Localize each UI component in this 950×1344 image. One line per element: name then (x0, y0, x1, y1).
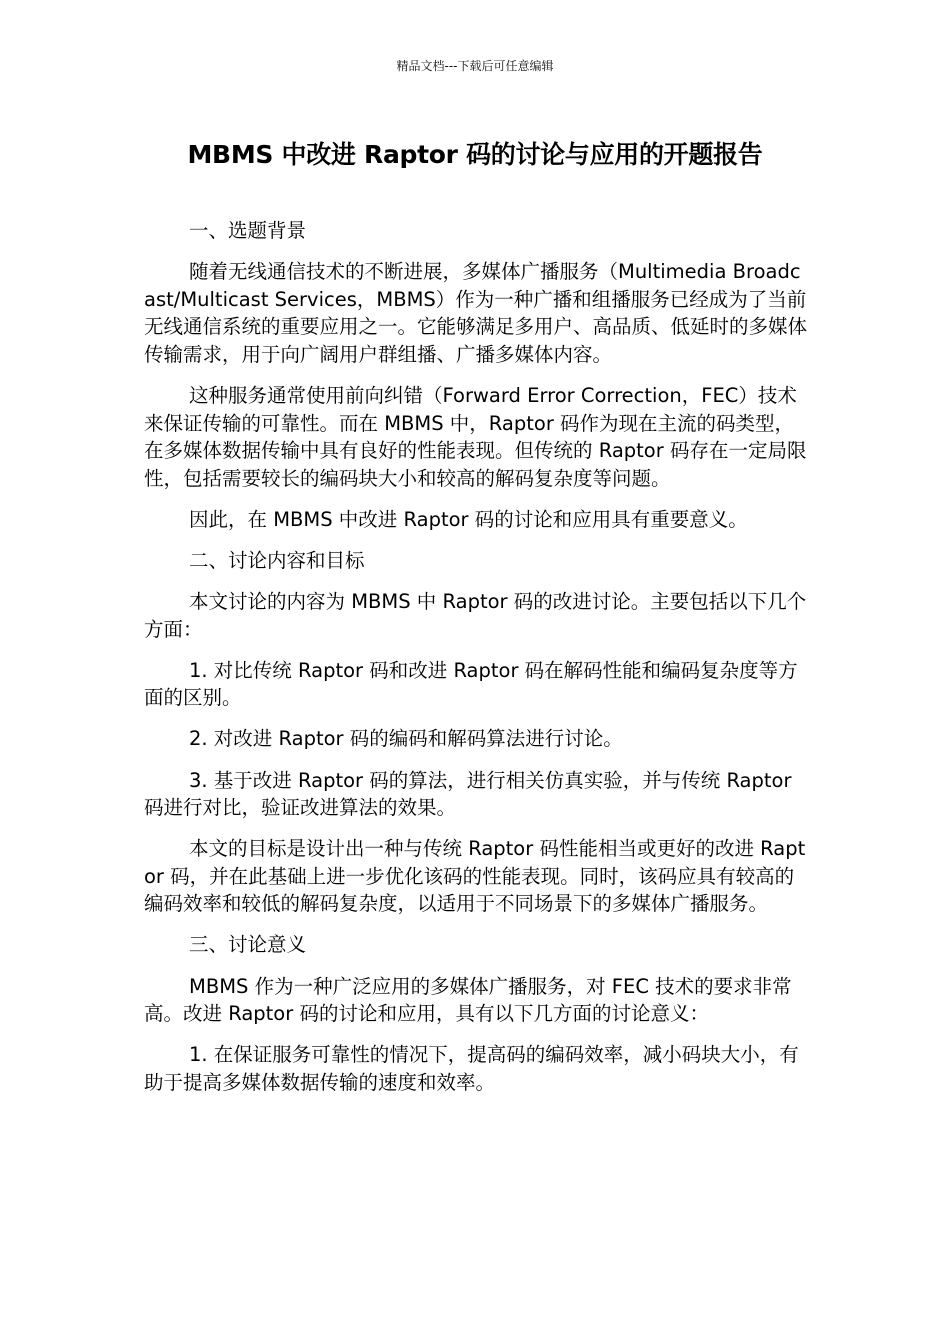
list-item-significance-1: 1. 在保证服务可靠性的情况下，提高码的编码效率，减小码块大小，有助于提高多媒体数据传输的速度和效率。 (144, 1043, 799, 1094)
section-heading-significance: 三、讨论意义 (189, 933, 307, 957)
list-item-content-3: 3. 基于改进 Raptor 码的算法，进行相关仿真实验，并与传统 Raptor 码进行对比，验证改进算法的效果。 (144, 768, 792, 820)
paragraph-background-3: 因此，在 MBMS 中改进 Raptor 码的讨论和应用具有重要意义。 (189, 507, 748, 531)
header-note: 精品文档---下载后可任意编辑 (396, 59, 554, 73)
list-item-content-2: 2. 对改进 Raptor 码的编码和解码算法进行讨论。 (189, 727, 623, 751)
section-heading-content-goals: 二、讨论内容和目标 (189, 548, 365, 572)
document-title: MBMS 中改进 Raptor 码的讨论与应用的开题报告 (187, 140, 763, 169)
paragraph-content-intro: 本文讨论的内容为 MBMS 中 Raptor 码的改进讨论。主要包括以下几个方面： (144, 590, 807, 641)
list-item-content-1: 1. 对比传统 Raptor 码和改进 Raptor 码在解码性能和编码复杂度等方面的区别。 (144, 658, 798, 710)
paragraph-significance-intro: MBMS 作为一种广泛应用的多媒体广播服务，对 FEC 技术的要求非常高。改进 Raptor 码的讨论和应用，具有以下几方面的讨论意义： (144, 974, 792, 1026)
document-body (144, 217, 808, 1110)
paragraph-goals: 本文的目标是设计出一种与传统 Raptor 码性能相当或更好的改进 Raptor 码，并在此基础上进一步优化该码的性能表现。同时，该码应具有较高的编码效率和较低的解码复杂度，以适用于不同场景下的多媒体广播服务。 (144, 837, 806, 916)
paragraph-background-2: 这种服务通常使用前向纠错（Forward Error Correction，FEC）技术来保证传输的可靠性。而在 MBMS 中，Raptor 码作为现在主流的码类型，在多媒体数据传输中具有良好的性能表现。但传统的 Raptor 码存在一定局限性，包括需要较长的编码块大小和较高的解码复杂度等问题。 (144, 383, 807, 490)
paragraph-background-1: 随着无线通信技术的不断进展，多媒体广播服务（Multimedia Broadcast/Multicast Services，MBMS）作为一种广播和组播服务已经成为了当前无线通信系统的重要应用之一。它能够满足多用户、高品质、低延时的多媒体传输需求，用于向广阔用户群组播、广播多媒体内容。 (144, 260, 808, 366)
section-heading-background: 一、选题背景 (189, 219, 307, 242)
